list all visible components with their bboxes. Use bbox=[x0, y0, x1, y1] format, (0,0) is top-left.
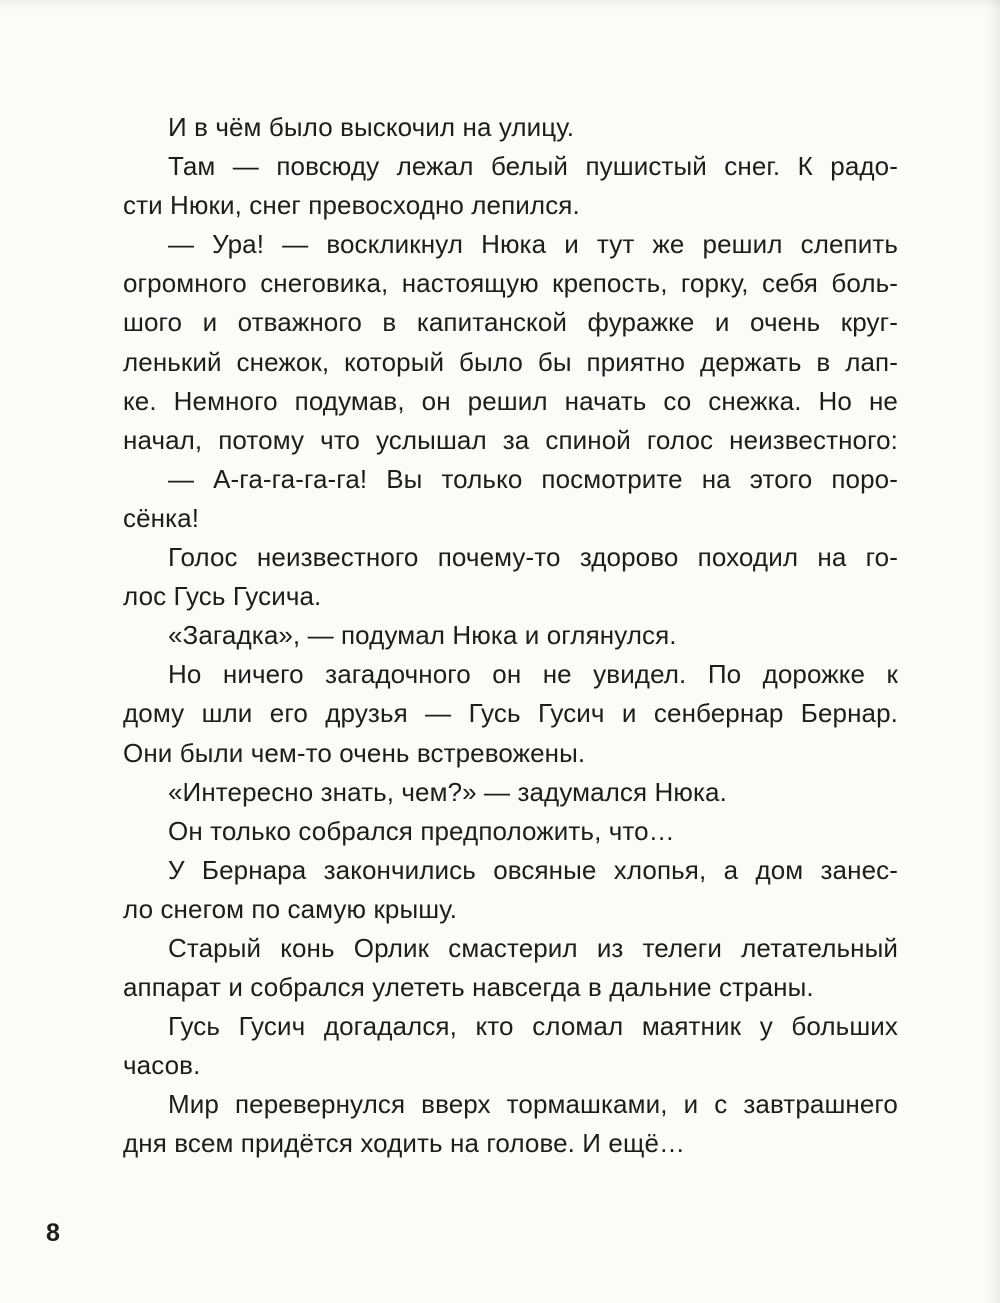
text-line: сти Нюки, снег превосходно лепился. bbox=[123, 190, 580, 221]
text-line: Старый конь Орлик смастерил из телеги летательный bbox=[168, 932, 898, 963]
text-line: огромного снеговика, настоящую крепость, горку, себя боль- bbox=[123, 268, 898, 299]
text-line: Они были чем-то очень встревожены. bbox=[123, 737, 586, 768]
page-number: 8 bbox=[46, 1219, 60, 1247]
text-line: начал, потому что услышал за спиной голос неизвестного: bbox=[123, 424, 898, 455]
text-line: дня всем придётся ходить на голове. И ещё… bbox=[123, 1128, 686, 1159]
text-line: ке. Немного подумав, он решил начать со снежка. Но не bbox=[123, 385, 898, 416]
text-line: часов. bbox=[123, 1050, 201, 1081]
text-line: Там — повсюду лежал белый пушистый снег. К радо- bbox=[168, 151, 898, 182]
text-line: У Бернара закончились овсяные хлопья, а дом занес- bbox=[168, 854, 898, 885]
text-line: Голос неизвестного почему-то здорово походил на го- bbox=[168, 542, 898, 573]
text-line: — Ура! — воскликнул Нюка и тут же решил слепить bbox=[168, 229, 898, 260]
text-line: «Интересно знать, чем?» — задумался Нюка. bbox=[168, 776, 727, 807]
scan-edge-right bbox=[986, 0, 1000, 1303]
text-line: «Загадка», — подумал Нюка и оглянулся. bbox=[168, 620, 677, 651]
text-line: аппарат и собрался улететь навсегда в дальние страны. bbox=[123, 972, 814, 1003]
text-line: Он только собрался предположить, что… bbox=[168, 815, 675, 846]
text-line: сёнка! bbox=[123, 502, 200, 533]
text-line: ленький снежок, который было бы приятно держать в лап- bbox=[123, 346, 898, 377]
text-line: И в чём было выскочил на улицу. bbox=[168, 112, 575, 142]
text-line: Но ничего загадочного он не увидел. По дорожке к bbox=[168, 659, 898, 690]
text-line: шого и отважного в капитанской фуражке и очень круг- bbox=[123, 307, 898, 338]
text-line: Мир перевернулся вверх тормашками, и с завтрашнего bbox=[168, 1089, 898, 1120]
text-line: Гусь Гусич догадался, кто сломал маятник у больших bbox=[168, 1011, 898, 1042]
text-line: — А-га-га-га-га! Вы только посмотрите на этого поро- bbox=[168, 463, 898, 494]
scan-edge-top bbox=[0, 0, 1000, 10]
text-line: дому шли его друзья — Гусь Гусич и сенбернар Бернар. bbox=[123, 698, 898, 729]
story-text bbox=[123, 108, 898, 1164]
text-line: лос Гусь Гусича. bbox=[123, 581, 322, 612]
text-line: ло снегом по самую крышу. bbox=[123, 893, 458, 924]
